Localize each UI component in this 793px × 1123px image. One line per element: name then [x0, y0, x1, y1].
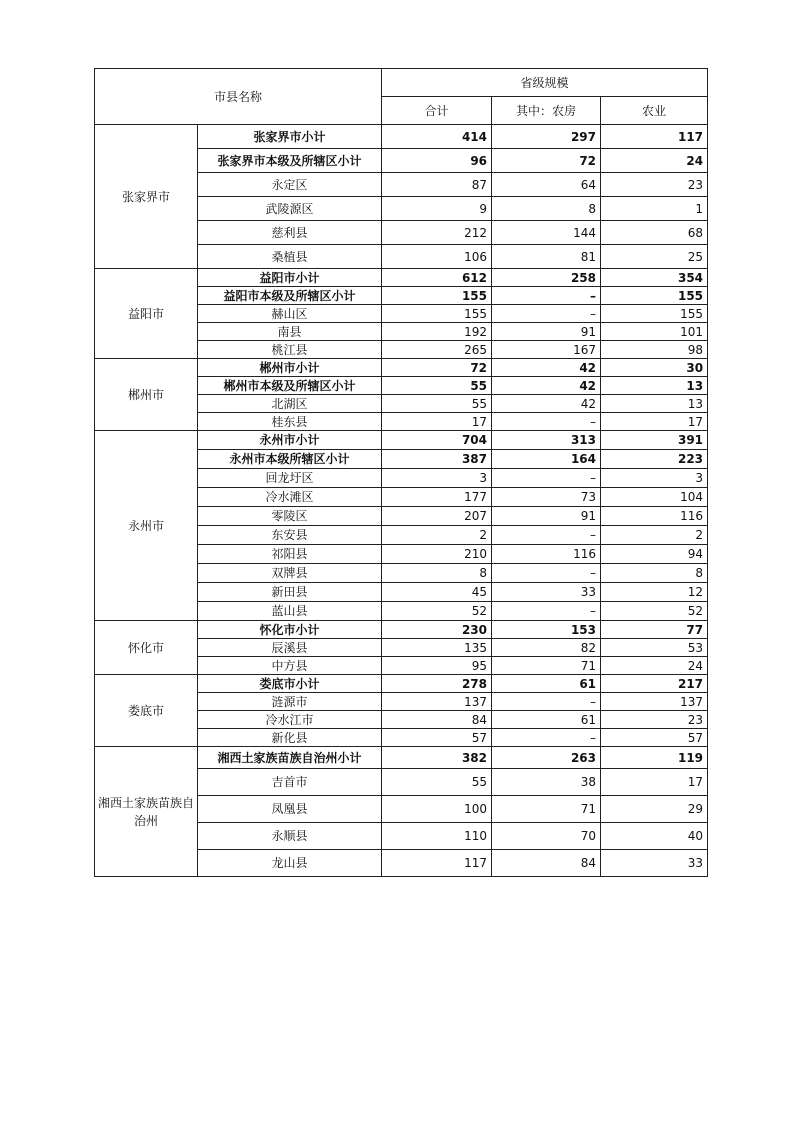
housing-cell: 82 — [492, 639, 601, 657]
county-name-cell: 桃江县 — [198, 341, 382, 359]
table-row — [95, 359, 708, 377]
county-name-cell: 益阳市本级及所辖区小计 — [198, 287, 382, 305]
county-name-cell: 龙山县 — [198, 850, 382, 877]
agriculture-cell: 53 — [601, 639, 708, 657]
total-cell: 55 — [382, 769, 492, 796]
total-cell: 137 — [382, 693, 492, 711]
total-cell: 17 — [382, 413, 492, 431]
housing-cell: – — [492, 693, 601, 711]
agriculture-cell: 104 — [601, 488, 708, 507]
agriculture-cell: 217 — [601, 675, 708, 693]
housing-cell: 71 — [492, 657, 601, 675]
total-cell: 414 — [382, 125, 492, 149]
table-body — [95, 125, 708, 877]
agriculture-cell: 3 — [601, 469, 708, 488]
city-cell: 张家界市 — [95, 125, 198, 269]
agriculture-cell: 52 — [601, 602, 708, 621]
housing-cell: 313 — [492, 431, 601, 450]
total-cell: 55 — [382, 395, 492, 413]
housing-cell: – — [492, 526, 601, 545]
housing-cell: 116 — [492, 545, 601, 564]
county-name-cell: 桂东县 — [198, 413, 382, 431]
agriculture-cell: 1 — [601, 197, 708, 221]
county-name-cell: 武陵源区 — [198, 197, 382, 221]
housing-cell: – — [492, 413, 601, 431]
agriculture-cell: 354 — [601, 269, 708, 287]
county-name-cell: 零陵区 — [198, 507, 382, 526]
agriculture-cell: 391 — [601, 431, 708, 450]
housing-cell: 71 — [492, 796, 601, 823]
agriculture-cell: 33 — [601, 850, 708, 877]
agriculture-cell: 24 — [601, 657, 708, 675]
total-cell: 106 — [382, 245, 492, 269]
agriculture-cell: 94 — [601, 545, 708, 564]
table-row — [95, 269, 708, 287]
agriculture-cell: 119 — [601, 747, 708, 769]
city-cell: 郴州市 — [95, 359, 198, 431]
total-cell: 612 — [382, 269, 492, 287]
housing-cell: 8 — [492, 197, 601, 221]
agriculture-cell: 30 — [601, 359, 708, 377]
county-name-cell: 永顺县 — [198, 823, 382, 850]
county-name-cell: 回龙圩区 — [198, 469, 382, 488]
county-name-cell: 祁阳县 — [198, 545, 382, 564]
total-cell: 210 — [382, 545, 492, 564]
housing-cell: – — [492, 564, 601, 583]
county-name-cell: 张家界市本级及所辖区小计 — [198, 149, 382, 173]
total-cell: 265 — [382, 341, 492, 359]
agriculture-cell: 29 — [601, 796, 708, 823]
housing-cell: 167 — [492, 341, 601, 359]
agriculture-cell: 137 — [601, 693, 708, 711]
city-cell: 益阳市 — [95, 269, 198, 359]
total-cell: 96 — [382, 149, 492, 173]
housing-cell: 91 — [492, 507, 601, 526]
agriculture-cell: 57 — [601, 729, 708, 747]
total-cell: 2 — [382, 526, 492, 545]
county-name-cell: 张家界市小计 — [198, 125, 382, 149]
agriculture-cell: 23 — [601, 173, 708, 197]
housing-cell: – — [492, 287, 601, 305]
housing-cell: – — [492, 729, 601, 747]
housing-cell: – — [492, 469, 601, 488]
county-name-cell: 冷水滩区 — [198, 488, 382, 507]
total-cell: 207 — [382, 507, 492, 526]
county-name-cell: 辰溪县 — [198, 639, 382, 657]
housing-cell: 42 — [492, 359, 601, 377]
total-cell: 117 — [382, 850, 492, 877]
housing-cell: 81 — [492, 245, 601, 269]
agriculture-cell: 155 — [601, 287, 708, 305]
total-cell: 110 — [382, 823, 492, 850]
housing-cell: 42 — [492, 395, 601, 413]
total-cell: 155 — [382, 305, 492, 323]
total-cell: 95 — [382, 657, 492, 675]
county-name-cell: 南县 — [198, 323, 382, 341]
housing-cell: 42 — [492, 377, 601, 395]
city-cell: 娄底市 — [95, 675, 198, 747]
table-row — [95, 431, 708, 450]
agriculture-cell: 23 — [601, 711, 708, 729]
county-name-cell: 永州市本级所辖区小计 — [198, 450, 382, 469]
agriculture-cell: 17 — [601, 769, 708, 796]
housing-cell: 164 — [492, 450, 601, 469]
total-cell: 155 — [382, 287, 492, 305]
total-cell: 382 — [382, 747, 492, 769]
housing-cell: 33 — [492, 583, 601, 602]
agriculture-cell: 12 — [601, 583, 708, 602]
agriculture-cell: 116 — [601, 507, 708, 526]
housing-cell: 263 — [492, 747, 601, 769]
agriculture-cell: 17 — [601, 413, 708, 431]
county-name-cell: 益阳市小计 — [198, 269, 382, 287]
county-name-cell: 双牌县 — [198, 564, 382, 583]
header-row-1 — [95, 69, 708, 97]
region-column-header: 市县名称 — [95, 69, 382, 125]
housing-cell: 70 — [492, 823, 601, 850]
county-name-cell: 赫山区 — [198, 305, 382, 323]
agriculture-cell: 24 — [601, 149, 708, 173]
total-cell: 84 — [382, 711, 492, 729]
total-cell: 87 — [382, 173, 492, 197]
housing-cell: 84 — [492, 850, 601, 877]
total-cell: 212 — [382, 221, 492, 245]
total-cell: 55 — [382, 377, 492, 395]
county-name-cell: 桑植县 — [198, 245, 382, 269]
agriculture-column-header: 农业 — [601, 97, 708, 125]
city-cell: 湘西土家族苗族自治州 — [95, 747, 198, 877]
county-name-cell: 蓝山县 — [198, 602, 382, 621]
total-column-header: 合计 — [382, 97, 492, 125]
total-cell: 3 — [382, 469, 492, 488]
housing-cell: 153 — [492, 621, 601, 639]
total-cell: 100 — [382, 796, 492, 823]
housing-cell: 61 — [492, 711, 601, 729]
agriculture-cell: 13 — [601, 377, 708, 395]
county-name-cell: 中方县 — [198, 657, 382, 675]
agriculture-cell: 40 — [601, 823, 708, 850]
agriculture-cell: 8 — [601, 564, 708, 583]
county-name-cell: 北湖区 — [198, 395, 382, 413]
housing-cell: 73 — [492, 488, 601, 507]
county-name-cell: 郴州市小计 — [198, 359, 382, 377]
agriculture-cell: 101 — [601, 323, 708, 341]
total-cell: 704 — [382, 431, 492, 450]
scale-group-header: 省级规模 — [382, 69, 708, 97]
total-cell: 192 — [382, 323, 492, 341]
city-cell: 怀化市 — [95, 621, 198, 675]
housing-cell: 91 — [492, 323, 601, 341]
table-row — [95, 125, 708, 149]
total-cell: 8 — [382, 564, 492, 583]
city-cell: 永州市 — [95, 431, 198, 621]
total-cell: 52 — [382, 602, 492, 621]
agriculture-cell: 98 — [601, 341, 708, 359]
housing-cell: 72 — [492, 149, 601, 173]
agriculture-cell: 223 — [601, 450, 708, 469]
agriculture-cell: 25 — [601, 245, 708, 269]
housing-column-header: 其中：农房 — [492, 97, 601, 125]
housing-cell: – — [492, 602, 601, 621]
total-cell: 135 — [382, 639, 492, 657]
county-name-cell: 东安县 — [198, 526, 382, 545]
agriculture-cell: 117 — [601, 125, 708, 149]
housing-cell: 64 — [492, 173, 601, 197]
county-name-cell: 凤凰县 — [198, 796, 382, 823]
total-cell: 387 — [382, 450, 492, 469]
county-name-cell: 涟源市 — [198, 693, 382, 711]
total-cell: 72 — [382, 359, 492, 377]
total-cell: 278 — [382, 675, 492, 693]
county-name-cell: 慈利县 — [198, 221, 382, 245]
county-name-cell: 永州市小计 — [198, 431, 382, 450]
housing-cell: 258 — [492, 269, 601, 287]
housing-cell: 38 — [492, 769, 601, 796]
data-table — [94, 68, 708, 877]
county-name-cell: 永定区 — [198, 173, 382, 197]
agriculture-cell: 68 — [601, 221, 708, 245]
housing-cell: 144 — [492, 221, 601, 245]
agriculture-cell: 155 — [601, 305, 708, 323]
table-row — [95, 747, 708, 769]
total-cell: 230 — [382, 621, 492, 639]
agriculture-cell: 13 — [601, 395, 708, 413]
table-row — [95, 675, 708, 693]
county-name-cell: 郴州市本级及所辖区小计 — [198, 377, 382, 395]
county-name-cell: 新化县 — [198, 729, 382, 747]
total-cell: 45 — [382, 583, 492, 602]
county-name-cell: 冷水江市 — [198, 711, 382, 729]
table-row — [95, 621, 708, 639]
total-cell: 177 — [382, 488, 492, 507]
county-name-cell: 吉首市 — [198, 769, 382, 796]
total-cell: 57 — [382, 729, 492, 747]
county-name-cell: 娄底市小计 — [198, 675, 382, 693]
agriculture-cell: 2 — [601, 526, 708, 545]
total-cell: 9 — [382, 197, 492, 221]
agriculture-cell: 77 — [601, 621, 708, 639]
county-name-cell: 湘西土家族苗族自治州小计 — [198, 747, 382, 769]
housing-cell: 297 — [492, 125, 601, 149]
county-name-cell: 新田县 — [198, 583, 382, 602]
housing-cell: 61 — [492, 675, 601, 693]
housing-cell: – — [492, 305, 601, 323]
county-name-cell: 怀化市小计 — [198, 621, 382, 639]
